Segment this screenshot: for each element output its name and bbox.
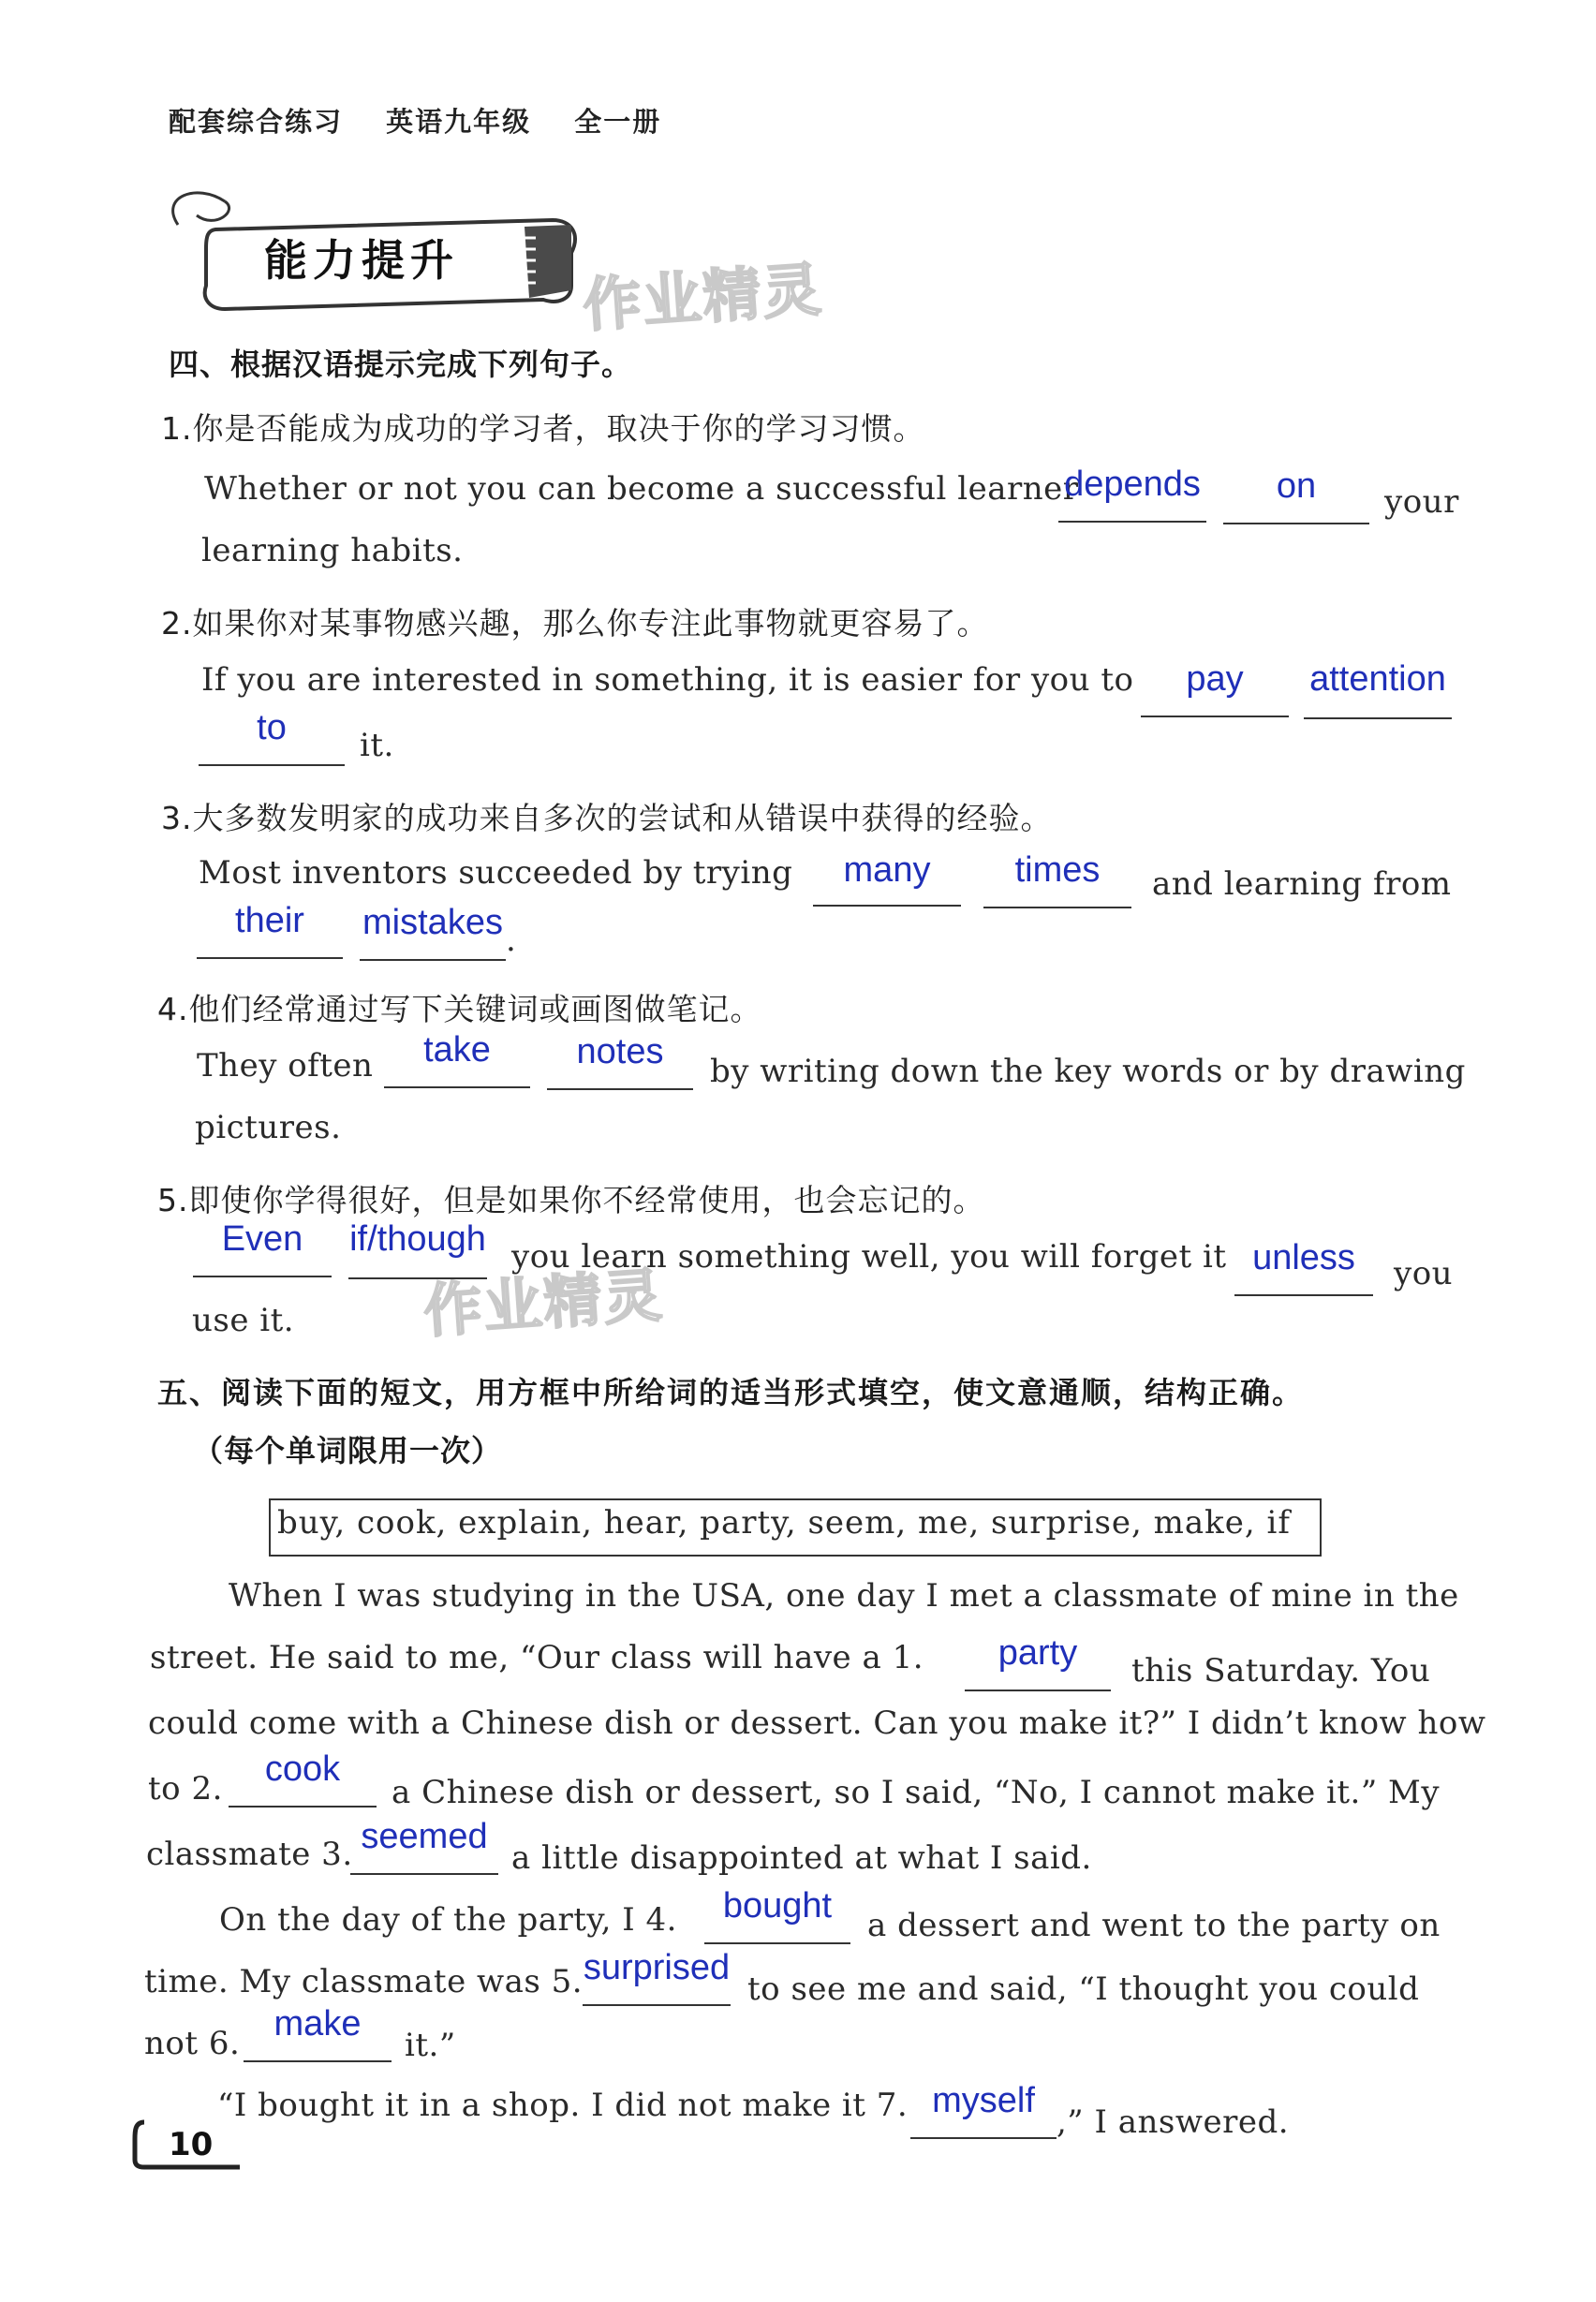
q4-english-tail: by writing down the key words or by drawing [710, 1053, 1466, 1090]
q2-blank-1[interactable] [1141, 716, 1289, 717]
q2-english-line1: If you are interested in something, it is easier for you to [201, 661, 1134, 699]
passage-answer-3: seemed [361, 1817, 488, 1856]
q3-blank-3[interactable] [197, 957, 343, 959]
q2-answer-1: pay [1186, 659, 1244, 699]
passage-p1-line4a: to 2. [148, 1770, 223, 1808]
q5-blank-1[interactable] [193, 1276, 332, 1277]
q1-blank-1[interactable] [1058, 521, 1206, 523]
word-box-words: buy, cook, explain, hear, party, seem, me, surprise, make, if [277, 1504, 1291, 1542]
passage-blank-7[interactable] [910, 2137, 1057, 2139]
q2-english-line2: it. [360, 727, 394, 764]
q5-english-tail: you [1394, 1255, 1454, 1292]
q5-answer-2: if/though [349, 1219, 486, 1259]
q1-chinese: 1.你是否能成为成功的学习者，取决于你的学习习惯。 [161, 410, 925, 447]
q4-chinese: 4.他们经常通过写下关键词或画图做笔记。 [157, 991, 762, 1027]
q5-answer-3: unless [1252, 1238, 1355, 1277]
passage-p1-line3: could come with a Chinese dish or dessert. Can you make it?” I didn’t know how [148, 1704, 1486, 1742]
passage-answer-5: surprised [583, 1948, 731, 1987]
q1-answer-1: depends [1064, 465, 1201, 504]
passage-p2-line2b: to see me and said, “I thought you could [747, 1970, 1420, 2008]
q5-english-line1: you learn something well, you will forget it [511, 1238, 1227, 1276]
header-subject: 英语九年级 [386, 106, 532, 138]
q5-answer-1: Even [221, 1219, 303, 1259]
passage-blank-1[interactable] [965, 1690, 1111, 1691]
passage-answer-1: party [998, 1633, 1078, 1673]
q4-answer-1: take [423, 1030, 491, 1070]
banner-title: 能力提升 [264, 235, 459, 286]
passage-p3-line1a: “I bought it in a shop. I did not make it 7. [217, 2087, 909, 2124]
passage-p1-line4b: a Chinese dish or dessert, so I said, “No, I cannot make it.” My [392, 1774, 1441, 1811]
q4-blank-1[interactable] [384, 1086, 530, 1088]
q3-blank-4[interactable] [360, 959, 506, 961]
q5-english-line2: use it. [192, 1302, 295, 1339]
q2-answer-2: attention [1309, 659, 1446, 699]
q2-answer-3: to [257, 708, 287, 747]
passage-answer-6: make [273, 2004, 362, 2044]
q3-english-line1: Most inventors succeeded by trying [199, 854, 793, 892]
q2-blank-3[interactable] [199, 764, 345, 766]
q4-answer-2: notes [576, 1032, 664, 1071]
q3-answer-3: their [235, 901, 304, 940]
section4-title: 四、根据汉语提示完成下列句子。 [169, 347, 633, 382]
passage-blank-5[interactable] [583, 2004, 731, 2006]
q1-english-tail: your [1384, 483, 1459, 521]
passage-answer-2: cook [264, 1749, 341, 1789]
q1-english-line2: learning habits. [201, 532, 464, 569]
passage-p2-line3a: not 6. [144, 2025, 241, 2062]
q5-blank-2[interactable] [348, 1277, 487, 1279]
passage-p2-line2a: time. My classmate was 5. [144, 1963, 584, 2000]
passage-blank-4[interactable] [704, 1942, 850, 1944]
q3-blank-2[interactable] [983, 907, 1131, 908]
header-series: 配套综合练习 [169, 106, 344, 138]
passage-p2-line1b: a dessert and went to the party on [867, 1907, 1441, 1944]
passage-p1-line5b: a little disappointed at what I said. [511, 1839, 1092, 1877]
passage-p1-line2b: this Saturday. You [1131, 1652, 1431, 1690]
q4-blank-2[interactable] [547, 1088, 693, 1090]
passage-blank-3[interactable] [350, 1873, 498, 1875]
q1-answer-2: on [1276, 466, 1317, 506]
q5-blank-3[interactable] [1234, 1294, 1373, 1296]
passage-p1-line5a: classmate 3. [146, 1836, 353, 1873]
passage-p2-line3b: it.” [405, 2027, 456, 2064]
q3-english-line2: . [506, 922, 517, 959]
q3-chinese: 3.大多数发明家的成功来自多次的尝试和从错误中获得的经验。 [161, 800, 1053, 836]
running-header [169, 101, 693, 140]
q3-answer-2: times [1014, 850, 1101, 890]
q3-answer-1: many [843, 850, 931, 890]
q2-chinese: 2.如果你对某事物感兴趣，那么你专注此事物就更容易了。 [161, 605, 989, 642]
passage-p1-line2a: street. He said to me, “Our class will have a 1. [150, 1639, 924, 1676]
passage-p3-line1b: ,” I answered. [1057, 2103, 1290, 2141]
passage-p2-line1a: On the day of the party, I 4. [219, 1901, 677, 1939]
q1-english-line1: Whether or not you can become a successful learner [204, 470, 1079, 508]
passage-answer-4: bought [722, 1886, 833, 1926]
q3-english-tail: and learning from [1152, 865, 1452, 903]
passage-p1-line1: When I was studying in the USA, one day I met a classmate of mine in the [229, 1577, 1459, 1615]
q4-english-line1: They often [197, 1047, 374, 1085]
q3-answer-4: mistakes [362, 903, 503, 942]
header-volume: 全一册 [574, 106, 662, 138]
q2-blank-2[interactable] [1304, 717, 1452, 719]
watermark-top: 作业精灵 [581, 255, 825, 340]
passage-blank-2[interactable] [229, 1806, 377, 1808]
q5-chinese: 5.即使你学得很好，但是如果你不经常使用，也会忘记的。 [157, 1182, 985, 1218]
section5-title: 五、阅读下面的短文，用方框中所给词的适当形式填空，使文意通顺，结构正确。 [157, 1375, 1305, 1410]
q4-english-line2: pictures. [195, 1109, 342, 1146]
q3-blank-1[interactable] [813, 905, 961, 907]
watermark-middle: 作业精灵 [421, 1261, 666, 1346]
q1-blank-2[interactable] [1223, 523, 1369, 524]
page-number: 10 [169, 2126, 214, 2163]
passage-answer-7: myself [932, 2081, 1035, 2120]
passage-blank-6[interactable] [244, 2060, 392, 2062]
section5-note: （每个单词限用一次） [193, 1433, 503, 1468]
